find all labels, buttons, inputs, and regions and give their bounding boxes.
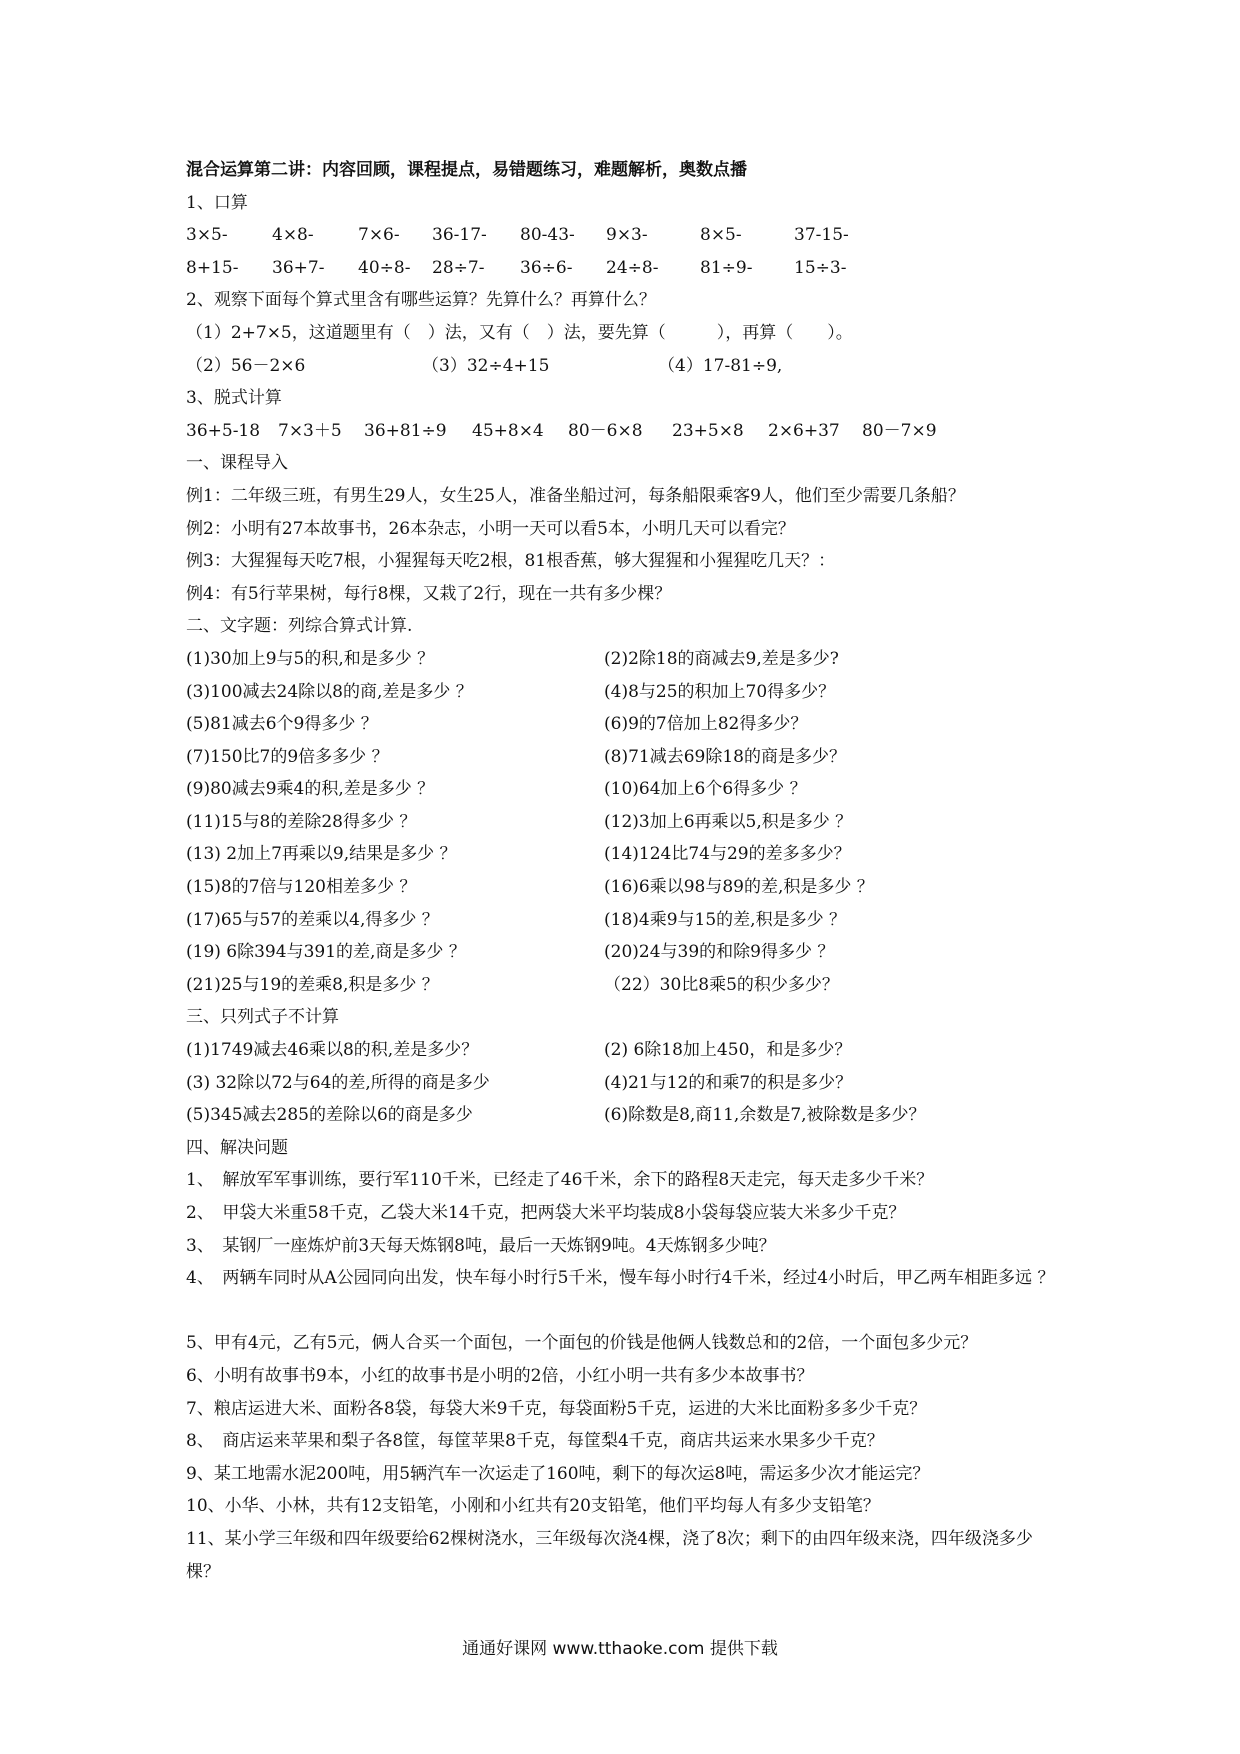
formula-row xyxy=(186,1034,1066,1067)
document-body xyxy=(186,154,1066,1588)
stepwise-item: 45+8×4 xyxy=(472,420,544,441)
problem-item: 3、 某钢厂一座炼炉前3天每天炼钢8吨，最后一天炼钢9吨。4天炼钢多少吨？ xyxy=(186,1235,776,1256)
word-problem: (17)65与57的差乘以4,得多少 ？ xyxy=(186,909,439,930)
word-problem: (20)24与39的和除9得多少 ？ xyxy=(604,942,835,963)
word-problem: (13) 2加上7再乘以9,结果是多少 ？ xyxy=(186,844,457,865)
problem-item: 2、 甲袋大米重58千克，乙袋大米14千克，把两袋大米平均装成8小袋每袋应装大米多少千克？ xyxy=(186,1203,906,1223)
oral-item: 80-43- xyxy=(520,225,575,246)
stepwise-item: 80－7×9 xyxy=(862,420,937,441)
section-heading-oral: 1、口算 xyxy=(186,192,248,213)
word-problem: (8)71减去69除18的商是多少？ xyxy=(604,746,846,767)
problem-item: 10、小华、小林，共有12支铅笔，小刚和小红共有20支铅笔，他们平均每人有多少支铅笔？ xyxy=(186,1496,880,1517)
word-problem-row xyxy=(186,904,1066,937)
word-problem: (5)81减去6个9得多少 ？ xyxy=(186,714,378,735)
oral-item: 7×6- xyxy=(358,225,400,246)
problem-item: 8、 商店运来苹果和梨子各8筐，每筐苹果8千克，每筐梨4千克，商店共运来水果多少千克？ xyxy=(186,1431,884,1452)
oral-item: 36÷6- xyxy=(520,257,573,278)
observe-item: （2）56－2×6 xyxy=(186,355,306,376)
oral-item: 36+7- xyxy=(272,257,325,278)
problem-item: 7、粮店运进大米、面粉各8袋，每袋大米9千克，每袋面粉5千克，运进的大米比面粉多多少千克？ xyxy=(186,1398,927,1419)
word-problem-row xyxy=(186,643,1066,676)
oral-row-1 xyxy=(186,219,1066,252)
section-heading-word-problems: 二、文字题：列综合算式计算. xyxy=(186,616,413,637)
section-heading-observe: 2、观察下面每个算式里含有哪些运算？先算什么？再算什么？ xyxy=(186,290,656,311)
problem-item: 4、 两辆车同时从A公园同向出发，快车每小时行5千米，慢车每小时行4千米，经过4小时后，甲乙两车相距多远 ？ xyxy=(186,1268,1055,1289)
word-problem-row xyxy=(186,838,1066,871)
intro-example: 例3：大猩猩每天吃7根，小猩猩每天吃2根，81根香蕉，够大猩猩和小猩猩吃几天？： xyxy=(186,551,836,572)
formula-problem: (4)21与12的和乘7的积是多少？ xyxy=(604,1072,853,1093)
oral-item: 8+15- xyxy=(186,257,239,278)
problem-item: 11、某小学三年级和四年级要给62棵树浇水，三年级每次浇4棵，浇了8次；剩下的由四年级来浇，四年级浇多少棵？ xyxy=(186,1528,1033,1582)
observe-item: （3）32÷4+15 xyxy=(422,355,550,376)
section-heading-formula-only: 三、只列式子不计算 xyxy=(186,1007,339,1028)
word-problem: (18)4乘9与15的差,积是多少 ？ xyxy=(604,909,846,930)
intro-example: 例1：二年级三班，有男生29人，女生25人，准备坐船过河，每条船限乘客9人，他们至少需要几条船？ xyxy=(186,485,965,506)
oral-item: 8×5- xyxy=(700,225,742,246)
word-problem: (6)9的7倍加上82得多少？ xyxy=(604,714,808,735)
observe-row-2 xyxy=(186,350,1066,383)
section-heading-problems: 四、解决问题 xyxy=(186,1137,288,1158)
section-heading-stepwise: 3、脱式计算 xyxy=(186,388,282,409)
word-problem-row xyxy=(186,676,1066,709)
stepwise-row xyxy=(186,415,1066,448)
word-problem: (2)2除18的商减去9,差是多少? xyxy=(604,648,839,669)
oral-item: 3×5- xyxy=(186,225,228,246)
word-problem: (7)150比7的9倍多多少 ？ xyxy=(186,746,389,767)
problem-item: 1、 解放军军事训练，要行军110千米，已经走了46千米，余下的路程8天走完，每天走多少千米？ xyxy=(186,1170,934,1191)
word-problem: (1)30加上9与5的积,和是多少 ？ xyxy=(186,648,435,669)
word-problem-row xyxy=(186,741,1066,774)
problem-item: 5、甲有4元，乙有5元，俩人合买一个面包，一个面包的价钱是他俩人钱数总和的2倍，一个面包多少元？ xyxy=(186,1333,978,1354)
oral-item: 15÷3- xyxy=(794,257,847,278)
word-problem-row xyxy=(186,708,1066,741)
formula-problem: (1)1749减去46乘以8的积,差是多少？ xyxy=(186,1040,479,1061)
oral-item: 24÷8- xyxy=(606,257,659,278)
page-title: 混合运算第二讲：内容回顾，课程提点，易错题练习，难题解析，奥数点播 xyxy=(186,160,747,180)
word-problem: (16)6乘以98与89的差,积是多少 ？ xyxy=(604,877,874,898)
word-problem-row xyxy=(186,871,1066,904)
footer-credit: 通通好课网 www.tthaoke.com 提供下载 xyxy=(462,1639,778,1659)
stepwise-item: 80－6×8 xyxy=(568,420,643,441)
observe-item-1: （1）2+7×5，这道题里有（ ）法，又有（ ）法，要先算（ ），再算（ ）。 xyxy=(186,322,853,343)
word-problem: (15)8的7倍与120相差多少 ？ xyxy=(186,877,417,898)
stepwise-item: 23+5×8 xyxy=(672,420,744,441)
word-problem: (4)8与25的积加上70得多少？ xyxy=(604,681,836,702)
stepwise-item: 7×3＋5 xyxy=(278,420,342,441)
intro-example: 例2：小明有27本故事书，26本杂志，小明一天可以看5本，小明几天可以看完？ xyxy=(186,518,795,539)
word-problem: (3)100减去24除以8的商,差是多少 ？ xyxy=(186,681,473,702)
oral-item: 40÷8- xyxy=(358,257,411,278)
oral-item: 28÷7- xyxy=(432,257,485,278)
formula-problem: (5)345减去285的差除以6的商是多少 xyxy=(186,1105,473,1126)
word-problem: (14)124比74与29的差多多少？ xyxy=(604,844,851,865)
formula-row xyxy=(186,1067,1066,1100)
formula-problem: (2) 6除18加上450，和是多少？ xyxy=(604,1040,852,1061)
oral-item: 4×8- xyxy=(272,225,314,246)
problem-item: 6、小明有故事书9本，小红的故事书是小明的2倍，小红小明一共有多少本故事书？ xyxy=(186,1365,814,1386)
section-heading-intro: 一、课程导入 xyxy=(186,453,288,474)
formula-row xyxy=(186,1099,1066,1132)
oral-row-2 xyxy=(186,252,1066,285)
word-problem-row xyxy=(186,773,1066,806)
word-problem: (21)25与19的差乘8,积是多少 ？ xyxy=(186,974,439,995)
formula-problem: (3) 32除以72与64的差,所得的商是多少 xyxy=(186,1072,490,1093)
stepwise-item: 36+81÷9 xyxy=(364,420,447,441)
formula-problem: (6)除数是8,商11,余数是7,被除数是多少？ xyxy=(604,1105,926,1126)
problem-item: 9、某工地需水泥200吨，用5辆汽车一次运走了160吨，剩下的每次运8吨，需运多少次才能运完？ xyxy=(186,1463,930,1484)
word-problem-row xyxy=(186,969,1066,1002)
intro-example: 例4：有5行苹果树，每行8棵，又栽了2行，现在一共有多少棵？ xyxy=(186,583,672,604)
oral-item: 9×3- xyxy=(606,225,648,246)
word-problem: (12)3加上6再乘以5,积是多少 ？ xyxy=(604,811,853,832)
oral-item: 37-15- xyxy=(794,225,849,246)
word-problem: (11)15与8的差除28得多少 ？ xyxy=(186,811,417,832)
stepwise-item: 36+5-18 xyxy=(186,420,261,441)
oral-item: 36-17- xyxy=(432,225,487,246)
word-problem: (9)80减去9乘4的积,差是多少 ？ xyxy=(186,779,435,800)
word-problem: （22）30比8乘5的积少多少？ xyxy=(604,974,839,995)
observe-item: （4）17-81÷9, xyxy=(658,355,783,376)
word-problem-row xyxy=(186,936,1066,969)
word-problem: (19) 6除394与391的差,商是多少 ？ xyxy=(186,942,466,963)
stepwise-item: 2×6+37 xyxy=(768,420,840,441)
oral-item: 81÷9- xyxy=(700,257,753,278)
word-problem-row xyxy=(186,806,1066,839)
word-problem: (10)64加上6个6得多少 ？ xyxy=(604,779,807,800)
